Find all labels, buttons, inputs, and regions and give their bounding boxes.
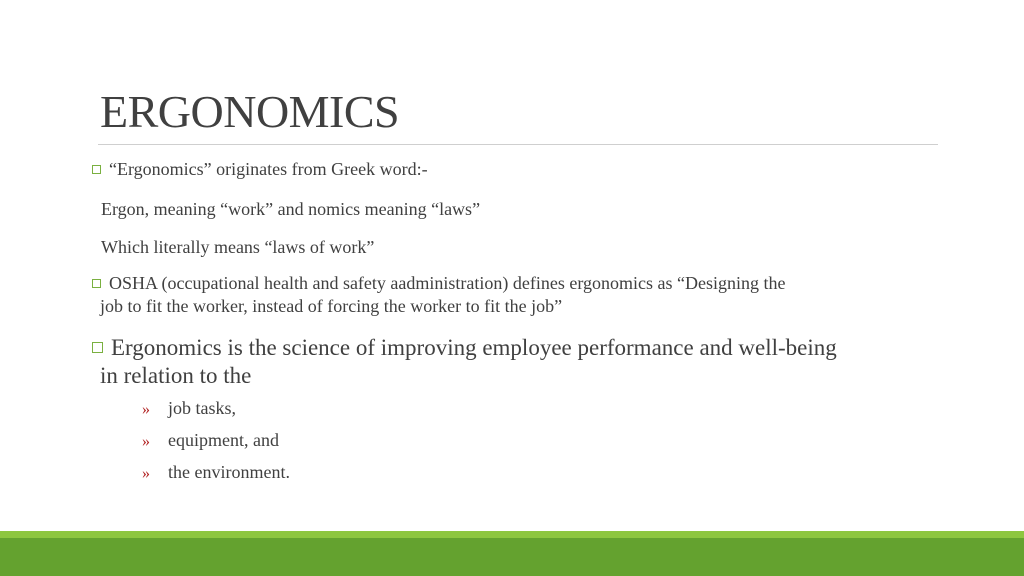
checkbox-square-icon <box>92 342 103 353</box>
title-divider <box>98 144 938 145</box>
bullet-greek-origin <box>92 158 932 181</box>
text-line-ergon-meaning: Ergon, meaning “work” and nomics meaning “laws” <box>101 199 481 219</box>
sub-item-environment <box>142 461 290 485</box>
bullet-text: “Ergonomics” originates from Greek word:- <box>109 159 428 179</box>
checkbox-square-icon <box>92 165 101 174</box>
bullet-text-line1: OSHA (occupational health and safety aadministration) defines ergonomics as “Designing the <box>109 273 786 293</box>
slide-title: ERGONOMICS <box>100 86 400 137</box>
bullet-osha-definition <box>92 272 932 318</box>
double-chevron-right-icon: » <box>142 401 150 418</box>
sub-item-job-tasks <box>142 397 236 421</box>
bullet-text-line1: Ergonomics is the science of improving employee performance and well-being <box>111 335 837 360</box>
footer-band-dark <box>0 538 1024 576</box>
bullet-text-line2: job to fit the worker, instead of forcing the worker to fit the job” <box>100 296 563 316</box>
sub-item-text: the environment. <box>168 462 290 482</box>
checkbox-square-icon <box>92 279 101 288</box>
sub-item-text: job tasks, <box>168 398 237 418</box>
double-chevron-right-icon: » <box>142 465 150 482</box>
sub-item-equipment <box>142 429 279 453</box>
bullet-science-definition <box>92 334 932 390</box>
footer-band-light <box>0 531 1024 538</box>
double-chevron-right-icon: » <box>142 433 150 450</box>
bullet-text-line2: in relation to the <box>100 363 252 388</box>
sub-item-text: equipment, and <box>168 430 279 450</box>
text-line-laws-of-work: Which literally means “laws of work” <box>101 237 375 257</box>
